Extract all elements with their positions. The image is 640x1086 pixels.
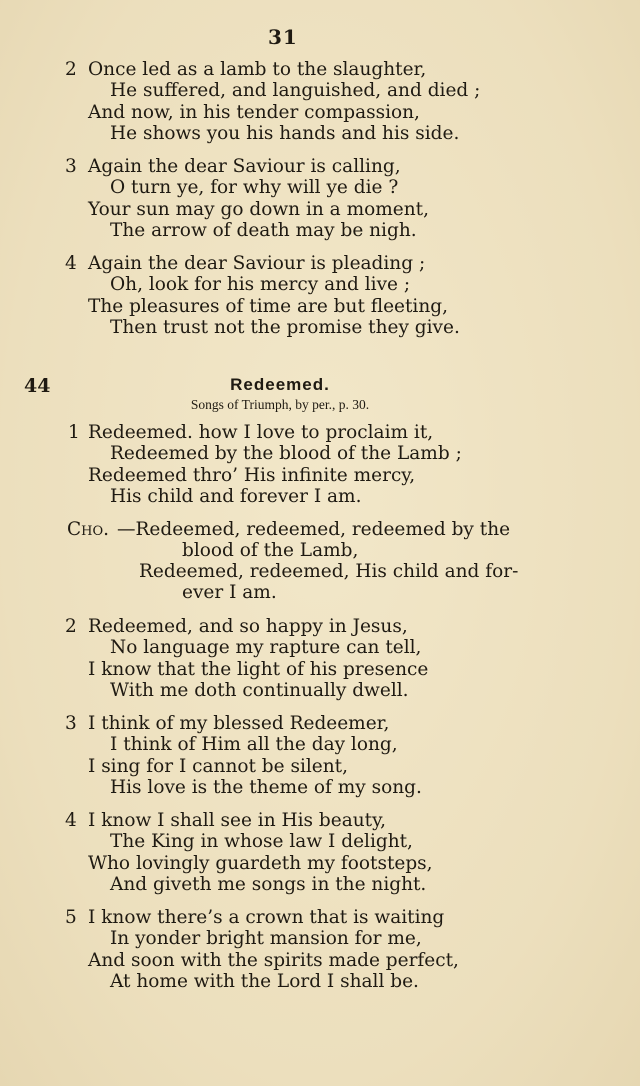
verse-line: Redeemed. how I love to proclaim it, (88, 422, 434, 443)
verse-line: Again the dear Saviour is pleading ; (88, 253, 426, 274)
page-number: 31 (268, 25, 298, 49)
verse-line: No language my rapture can tell, (110, 637, 422, 659)
verse-line: His love is the theme of my song. (110, 776, 422, 798)
stanza-number: 2 (65, 616, 77, 637)
verse-line: And giveth me songs in the night. (110, 873, 427, 895)
verse-line: And soon with the spirits made perfect, (88, 949, 459, 971)
verse-line: Again the dear Saviour is calling, (88, 156, 401, 177)
chorus-label: Cho. (67, 519, 110, 540)
verse-line: Redeemed, and so happy in Jesus, (88, 616, 408, 637)
verse-line: His child and forever I am. (110, 485, 362, 507)
verse-line: Once led as a lamb to the slaughter, (88, 59, 427, 80)
stanza-number: 3 (65, 156, 77, 177)
stanza-number: 1 (68, 422, 80, 443)
chorus-line: blood of the Lamb, (182, 540, 359, 561)
verse-line: At home with the Lord I shall be. (110, 970, 419, 992)
chorus-line: ever I am. (182, 582, 277, 603)
verse-line: He shows you his hands and his side. (110, 122, 460, 144)
verse-line: I think of Him all the day long, (110, 734, 398, 756)
verse-line: I sing for I cannot be silent, (88, 755, 348, 777)
verse-line: Who lovingly guardeth my footsteps, (88, 852, 433, 874)
verse-line: I know that the light of his presence (88, 658, 429, 680)
stanza-number: 2 (65, 59, 77, 80)
verse-line: In yonder bright mansion for me, (110, 928, 422, 950)
verse-line: Redeemed thro’ His infinite mercy, (88, 464, 416, 486)
hymn-title: Redeemed. (230, 375, 330, 394)
verse-line: I think of my blessed Redeemer, (88, 713, 390, 734)
verse-line: Oh, look for his mercy and live ; (110, 274, 411, 296)
verse-line: He suffered, and languished, and died ; (110, 80, 481, 102)
verse-line: And now, in his tender compassion, (88, 101, 420, 123)
verse-line: The King in whose law I delight, (110, 831, 413, 853)
verse-line: Your sun may go down in a moment, (88, 198, 429, 220)
stanza-number: 5 (65, 907, 77, 928)
stanza-number: 4 (65, 810, 77, 831)
chorus-line: —Redeemed, redeemed, redeemed by the (117, 519, 511, 540)
verse-line: I know I shall see in His beauty, (88, 810, 386, 831)
verse-line: O turn ye, for why will ye die ? (110, 177, 399, 199)
chorus-line: Redeemed, redeemed, His child and for- (139, 561, 519, 582)
hymn-number: 44 (24, 375, 51, 397)
verse-line: With me doth continually dwell. (110, 679, 409, 701)
verse-line: I know there’s a crown that is waiting (88, 907, 445, 928)
stanza-number: 3 (65, 713, 77, 734)
verse-line: The pleasures of time are but fleeting, (88, 295, 448, 317)
hymn-source: Songs of Triumph, by per., p. 30. (190, 397, 370, 412)
verse-line: The arrow of death may be nigh. (110, 219, 417, 241)
stanza-number: 4 (65, 253, 77, 274)
verse-line: Then trust not the promise they give. (110, 316, 460, 338)
verse-line: Redeemed by the blood of the Lamb ; (110, 443, 462, 465)
